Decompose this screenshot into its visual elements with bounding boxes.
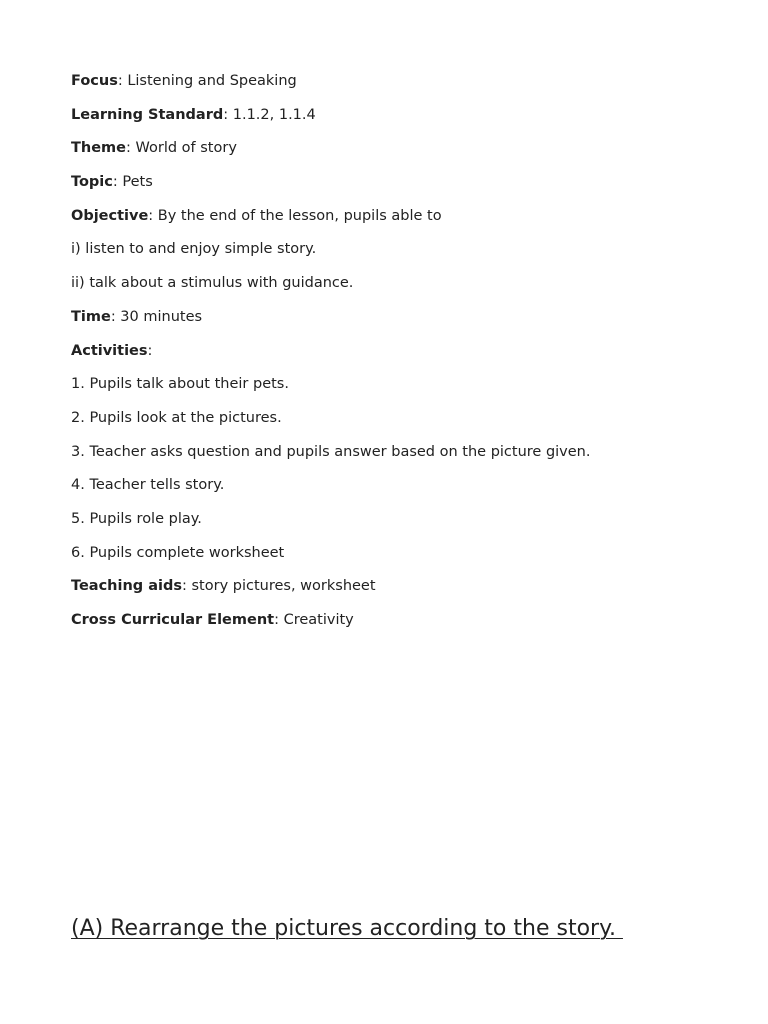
activity-item: 4. Teacher tells story. (71, 477, 225, 494)
learning-standard-line (71, 105, 711, 125)
activities-suffix: : (147, 342, 153, 359)
activity-item: 2. Pupils look at the pictures. (71, 409, 282, 426)
topic-label: Topic (71, 174, 113, 191)
teaching-aids-line (71, 576, 711, 596)
time-label: Time (71, 308, 111, 325)
topic-value: : Pets (112, 174, 153, 191)
lesson-plan (71, 71, 711, 644)
activities-heading (71, 341, 711, 361)
learning-standard-value: : 1.1.2, 1.1.4 (223, 106, 316, 123)
theme-label: Theme (71, 140, 126, 157)
activities-label: Activities (71, 342, 148, 359)
activity-item: 5. Pupils role play. (71, 510, 202, 527)
time-line (71, 307, 711, 327)
activity-item: 1. Pupils talk about their pets. (71, 376, 289, 393)
objective-item: i) listen to and enjoy simple story. (71, 241, 317, 258)
activity-item: 3. Teacher asks question and pupils answer based on the picture given. (71, 443, 591, 460)
topic-line (71, 172, 711, 192)
focus-value: : Listening and Speaking (117, 73, 297, 89)
focus-line (71, 71, 711, 91)
objective-item: ii) talk about a stimulus with guidance. (71, 275, 354, 292)
cross-curricular-label: Cross Curricular Element (71, 612, 275, 628)
objective-value: : By the end of the lesson, pupils able to (148, 207, 442, 224)
cross-curricular-value: : Creativity (274, 612, 354, 628)
theme-value: : World of story (126, 140, 237, 157)
objective-line (71, 206, 711, 226)
time-value: : 30 minutes (110, 308, 203, 325)
objective-label: Objective (71, 207, 149, 224)
theme-line (71, 138, 711, 158)
learning-standard-label: Learning Standard (71, 106, 224, 123)
activity-item: 6. Pupils complete worksheet (71, 544, 285, 561)
worksheet-heading: (A) Rearrange the pictures according to the story. (71, 916, 623, 941)
focus-label: Focus (71, 73, 118, 89)
teaching-aids-value: : story pictures, worksheet (182, 578, 376, 595)
cross-curricular-line (71, 610, 711, 630)
teaching-aids-label: Teaching aids (71, 578, 182, 595)
